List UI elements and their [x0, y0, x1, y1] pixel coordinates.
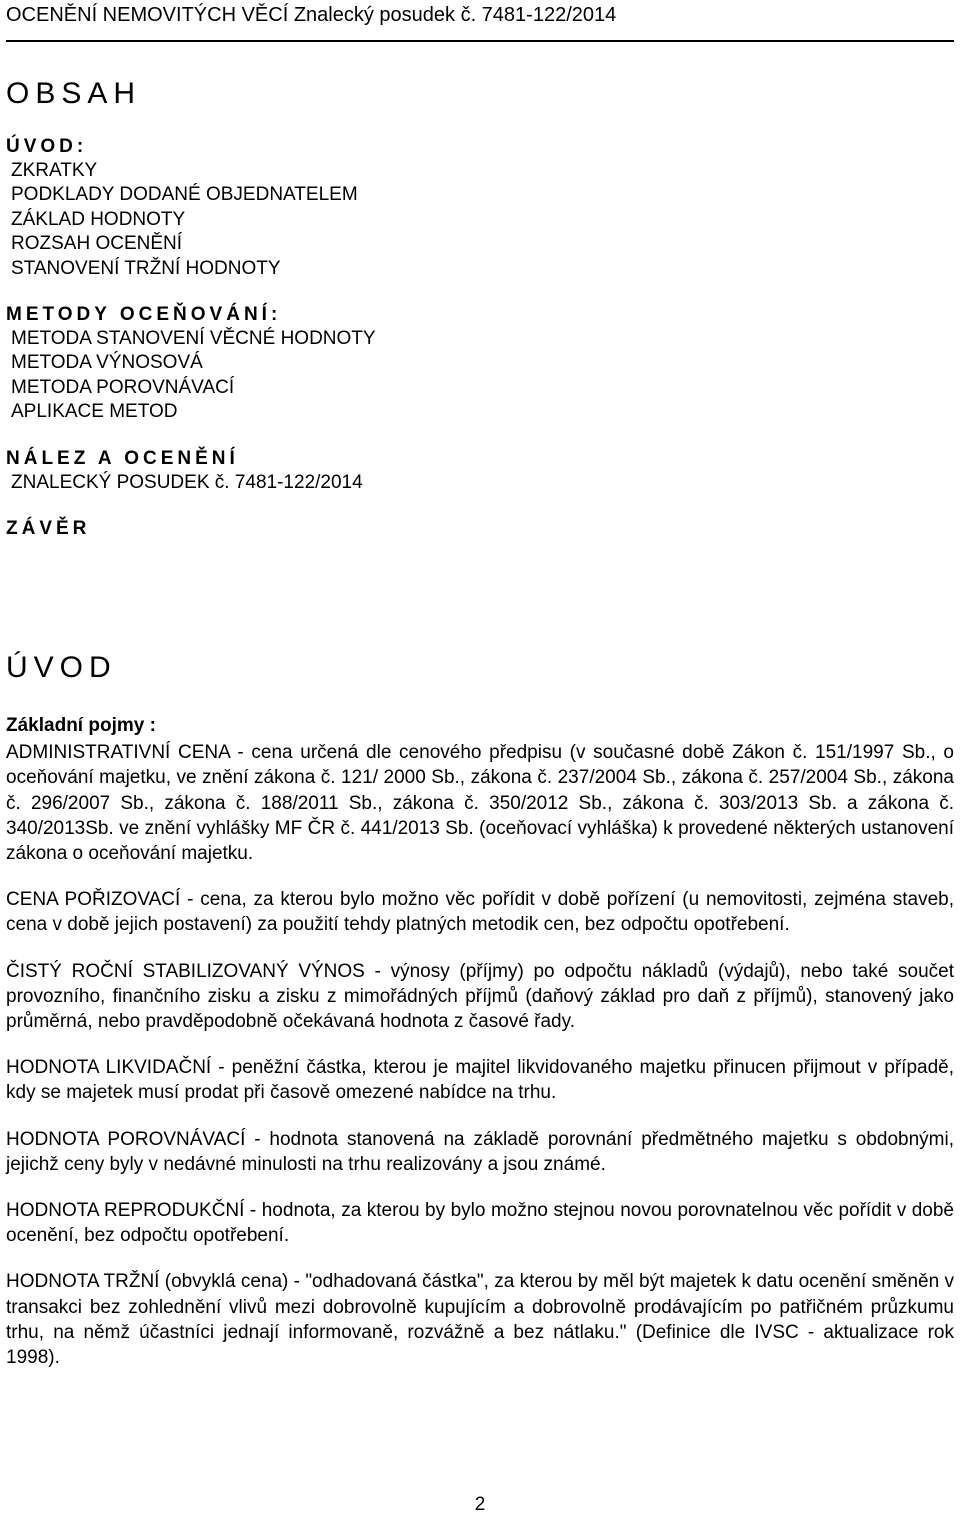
toc-item: STANOVENÍ TRŽNÍ HODNOTY	[11, 257, 281, 279]
toc-section-zaver	[6, 517, 954, 541]
term-paragraph: HODNOTA LIKVIDAČNÍ - peněžní částka, kterou je majitel likvidovaného majetku přinucen přijmout v případě, kdy se majetek musí prodat při časově omezené nabídce na trhu.	[6, 1057, 954, 1104]
header-rule	[6, 40, 954, 42]
toc-section-nalez	[6, 447, 954, 495]
toc-item: ROZSAH OCENĚNÍ	[11, 233, 183, 255]
toc-item: ZÁKLAD HODNOTY	[11, 208, 186, 230]
term-paragraph: HODNOTA TRŽNÍ (obvyklá cena) - "odhadovaná částka", za kterou by měl být majetek k datu ocenění směněn v transakci bez zohlednění vlivů mezi dobrovolně kupujícím a dobrovolně prodávajícím po patřičném průzkumu trhu, na němž účastníci jednají informovaně, rozvážně a bez nátlaku." (Definice dle IVSC - aktualizace rok 1998).	[6, 1271, 954, 1369]
term-paragraph: ADMINISTRATIVNÍ CENA - cena určená dle cenového předpisu (v současné době Zákon č. 151/1997 Sb., o oceňování majetku, ve znění zákona č. 121/ 2000 Sb., zákona č. 237/2004 Sb., zákona č. 257/2004 Sb., zákona č. 296/2007 Sb., zákona č. 188/2011 Sb., zákona č. 350/2012 Sb., zákona č. 303/2013 Sb. a zákona č. 340/2013Sb. ve znění vyhlášky MF ČR č. 441/2013 Sb. (oceňovací vyhláška) k provedené některých ustanovení zákona o oceňování majetku.	[6, 742, 954, 865]
term-paragraph: HODNOTA REPRODUKČNÍ - hodnota, za kterou by bylo možno stejnou novou porovnatelnou věc pořídit v době ocenění, bez odpočtu opotřebení.	[6, 1200, 954, 1247]
section-title-uvod: ÚVOD	[6, 651, 117, 684]
subheading-basic-terms: Základní pojmy :	[6, 715, 156, 736]
table-of-contents	[6, 76, 954, 563]
term-paragraph: CENA POŘIZOVACÍ - cena, za kterou bylo možno věc pořídit v době pořízení (u nemovitosti, zejména staveb, cena v době jejich postavení) za použití tehdy platných metodik cen, bez odpočtu opotřebení.	[6, 889, 954, 936]
toc-item: ZNALECKÝ POSUDEK č. 7481-122/2014	[11, 471, 363, 493]
toc-item: METODA STANOVENÍ VĚCNÉ HODNOTY	[11, 328, 376, 350]
toc-heading: ZÁVĚR	[6, 518, 91, 540]
toc-heading: NÁLEZ A OCENĚNÍ	[6, 447, 239, 469]
toc-section-metody	[6, 303, 954, 425]
toc-item: METODA POROVNÁVACÍ	[11, 376, 235, 398]
term-paragraph: ČISTÝ ROČNÍ STABILIZOVANÝ VÝNOS - výnosy (příjmy) po odpočtu nákladů (výdajů), nebo také součet provozního, finančního zisku a zisku z mimořádných příjmů (daňový základ pro daň z příjmů), stanovený jako průměrná, nebo pravděpodobně očekávaná hodnota z časové řady.	[6, 960, 954, 1033]
page-number: 2	[474, 1494, 486, 1515]
uvod-content	[6, 713, 954, 1391]
toc-title: OBSAH	[6, 77, 142, 110]
toc-item: PODKLADY DODANÉ OBJEDNATELEM	[11, 184, 358, 206]
term-paragraph: HODNOTA POROVNÁVACÍ - hodnota stanovená na základě porovnání předmětného majetku s obdobnými, jejichž ceny byly v nedávné minulosti na trhu realizovány a jsou známé.	[6, 1128, 954, 1175]
toc-section-uvod	[6, 135, 954, 281]
toc-heading: METODY OCEŇOVÁNÍ:	[6, 304, 282, 326]
toc-item: APLIKACE METOD	[11, 401, 178, 423]
toc-heading: ÚVOD:	[6, 136, 88, 157]
toc-item: ZKRATKY	[11, 160, 98, 181]
toc-item: METODA VÝNOSOVÁ	[11, 352, 203, 374]
page-header: OCENĚNÍ NEMOVITÝCH VĚCÍ Znalecký posudek č. 7481-122/2014	[6, 4, 617, 26]
